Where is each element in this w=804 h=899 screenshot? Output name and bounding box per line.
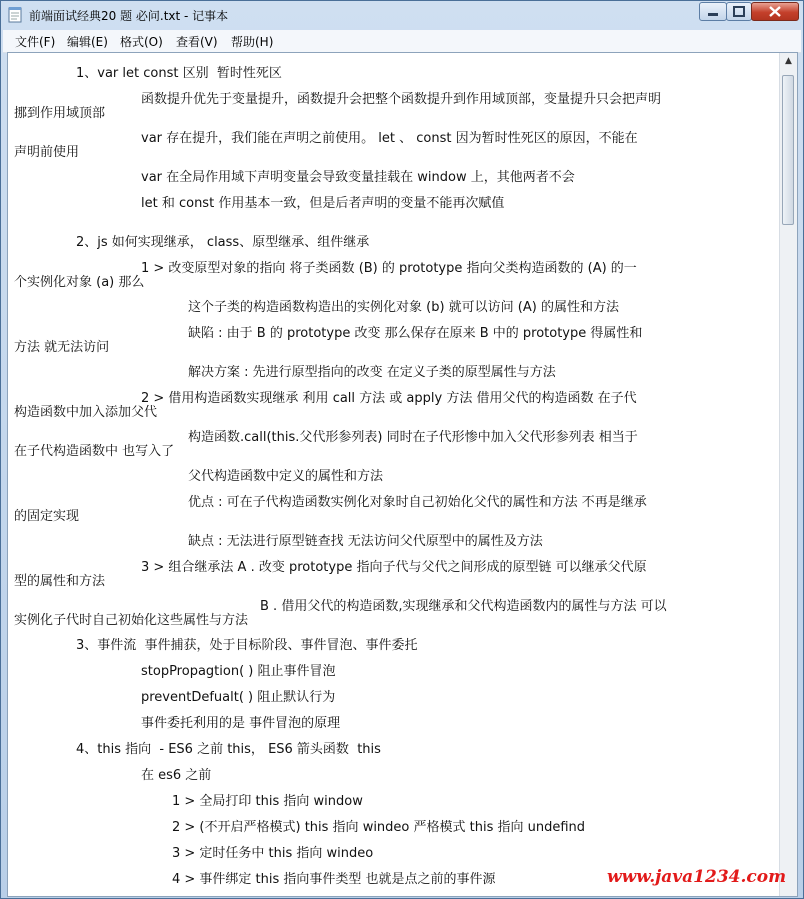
menu-edit[interactable]: 编辑(E) bbox=[67, 35, 108, 49]
menu-view[interactable]: 查看(V) bbox=[176, 35, 218, 49]
window-title: 前端面试经典20 题 必问.txt - 记事本 bbox=[29, 9, 229, 23]
text-line: 事件委托利用的是 事件冒泡的原理 bbox=[141, 716, 341, 731]
text-line: 在 es6 之前 bbox=[141, 768, 212, 783]
menu-file[interactable]: 文件(F) bbox=[15, 35, 56, 49]
scroll-thumb[interactable] bbox=[782, 75, 794, 225]
menu-help[interactable]: 帮助(H) bbox=[231, 35, 274, 49]
text-line: 3、事件流 事件捕获，处于目标阶段、事件冒泡、事件委托 bbox=[76, 638, 418, 653]
close-button[interactable] bbox=[751, 2, 799, 21]
text-line: var 在全局作用域下声明变量会导致变量挂载在 window 上，其他两者不会 bbox=[141, 170, 575, 185]
text-editor[interactable] bbox=[7, 52, 798, 897]
close-icon bbox=[752, 3, 798, 20]
text-line: 1、var let const 区别 暂时性死区 bbox=[76, 66, 282, 81]
text-line: 4、this 指向 - ES6 之前 this， ES6 箭头函数 this bbox=[76, 742, 381, 757]
notepad-app-icon bbox=[7, 6, 23, 23]
text-line: 3 > 定时任务中 this 指向 windeo bbox=[172, 846, 374, 861]
text-line: 缺点 : 无法进行原型链查找 无法访问父代原型中的属性及方法 bbox=[188, 534, 543, 549]
minimize-icon bbox=[700, 3, 726, 20]
menu-bar bbox=[3, 30, 801, 53]
text-line: preventDefualt( ) 阻止默认行为 bbox=[141, 690, 336, 705]
maximize-icon bbox=[727, 3, 751, 20]
minimize-button[interactable] bbox=[699, 2, 727, 21]
text-line: 构造函数中加入添加父代 bbox=[14, 405, 158, 420]
text-line: 1 > 全局打印 this 指向 window bbox=[172, 794, 363, 809]
maximize-button[interactable] bbox=[726, 2, 752, 21]
text-line: B . 借用父代的构造函数,实现继承和父代构造函数内的属性与方法 可以 bbox=[260, 599, 667, 614]
text-line: 实例化子代时自己初始化这些属性与方法 bbox=[14, 613, 249, 628]
text-line: 方法 就无法访问 bbox=[14, 340, 110, 355]
text-line: 1 > 改变原型对象的指向 将子类函数 (B) 的 prototype 指向父类构造函数的 (A) 的一 bbox=[141, 261, 637, 276]
text-line: 声明前使用 bbox=[14, 145, 80, 160]
text-line: 在子代构造函数中 也写入了 bbox=[14, 444, 175, 459]
text-line: 2 > 借用构造函数实现继承 利用 call 方法 或 apply 方法 借用父代的构造函数 在子代 bbox=[141, 391, 637, 406]
title-bar[interactable] bbox=[1, 1, 803, 29]
text-line: 解决方案 : 先进行原型指向的改变 在定义子类的原型属性与方法 bbox=[188, 365, 556, 380]
vertical-scrollbar[interactable] bbox=[779, 53, 797, 896]
text-line: stopPropagtion( ) 阻止事件冒泡 bbox=[141, 664, 336, 679]
text-line: 构造函数.call(this.父代形参列表) 同时在子代形惨中加入父代形参列表 相当于 bbox=[188, 430, 638, 445]
text-line: 挪到作用域顶部 bbox=[14, 106, 106, 121]
text-line: 3 > 组合继承法 A . 改变 prototype 指向子代与父代之间形成的原型链 可以继承父代原 bbox=[141, 560, 647, 575]
text-line: 父代构造函数中定义的属性和方法 bbox=[188, 469, 384, 484]
text-line: 的固定实现 bbox=[14, 509, 80, 524]
text-line: let 和 const 作用基本一致，但是后者声明的变量不能再次赋值 bbox=[141, 196, 505, 211]
text-line: 型的属性和方法 bbox=[14, 574, 106, 589]
text-line: 这个子类的构造函数构造出的实例化对象 (b) 就可以访问 (A) 的属性和方法 bbox=[188, 300, 619, 315]
text-line: 2、js 如何实现继承， class、原型继承、组件继承 bbox=[76, 235, 370, 250]
menu-format[interactable]: 格式(O) bbox=[120, 35, 163, 49]
text-line: var 存在提升，我们能在声明之前使用。 let 、 const 因为暂时性死区的原因，不能在 bbox=[141, 131, 638, 146]
text-line: 2 > (不开启严格模式) this 指向 windeo 严格模式 this 指向 undefind bbox=[172, 820, 586, 835]
text-line: 缺陷 : 由于 B 的 prototype 改变 那么保存在原来 B 中的 prototype 得属性和 bbox=[188, 326, 643, 341]
text-line: 优点 : 可在子代构造函数实例化对象时自己初始化父代的属性和方法 不再是继承 bbox=[188, 495, 647, 510]
text-line: 个实例化对象 (a) 那么 bbox=[14, 275, 145, 290]
text-line: 4 > 事件绑定 this 指向事件类型 也就是点之前的事件源 bbox=[172, 872, 496, 887]
text-line: 函数提升优先于变量提升，函数提升会把整个函数提升到作用域顶部，变量提升只会把声明 bbox=[141, 92, 662, 107]
scroll-up-arrow-icon[interactable]: ▲ bbox=[785, 56, 792, 66]
watermark-text: www.java1234.com bbox=[607, 867, 787, 887]
